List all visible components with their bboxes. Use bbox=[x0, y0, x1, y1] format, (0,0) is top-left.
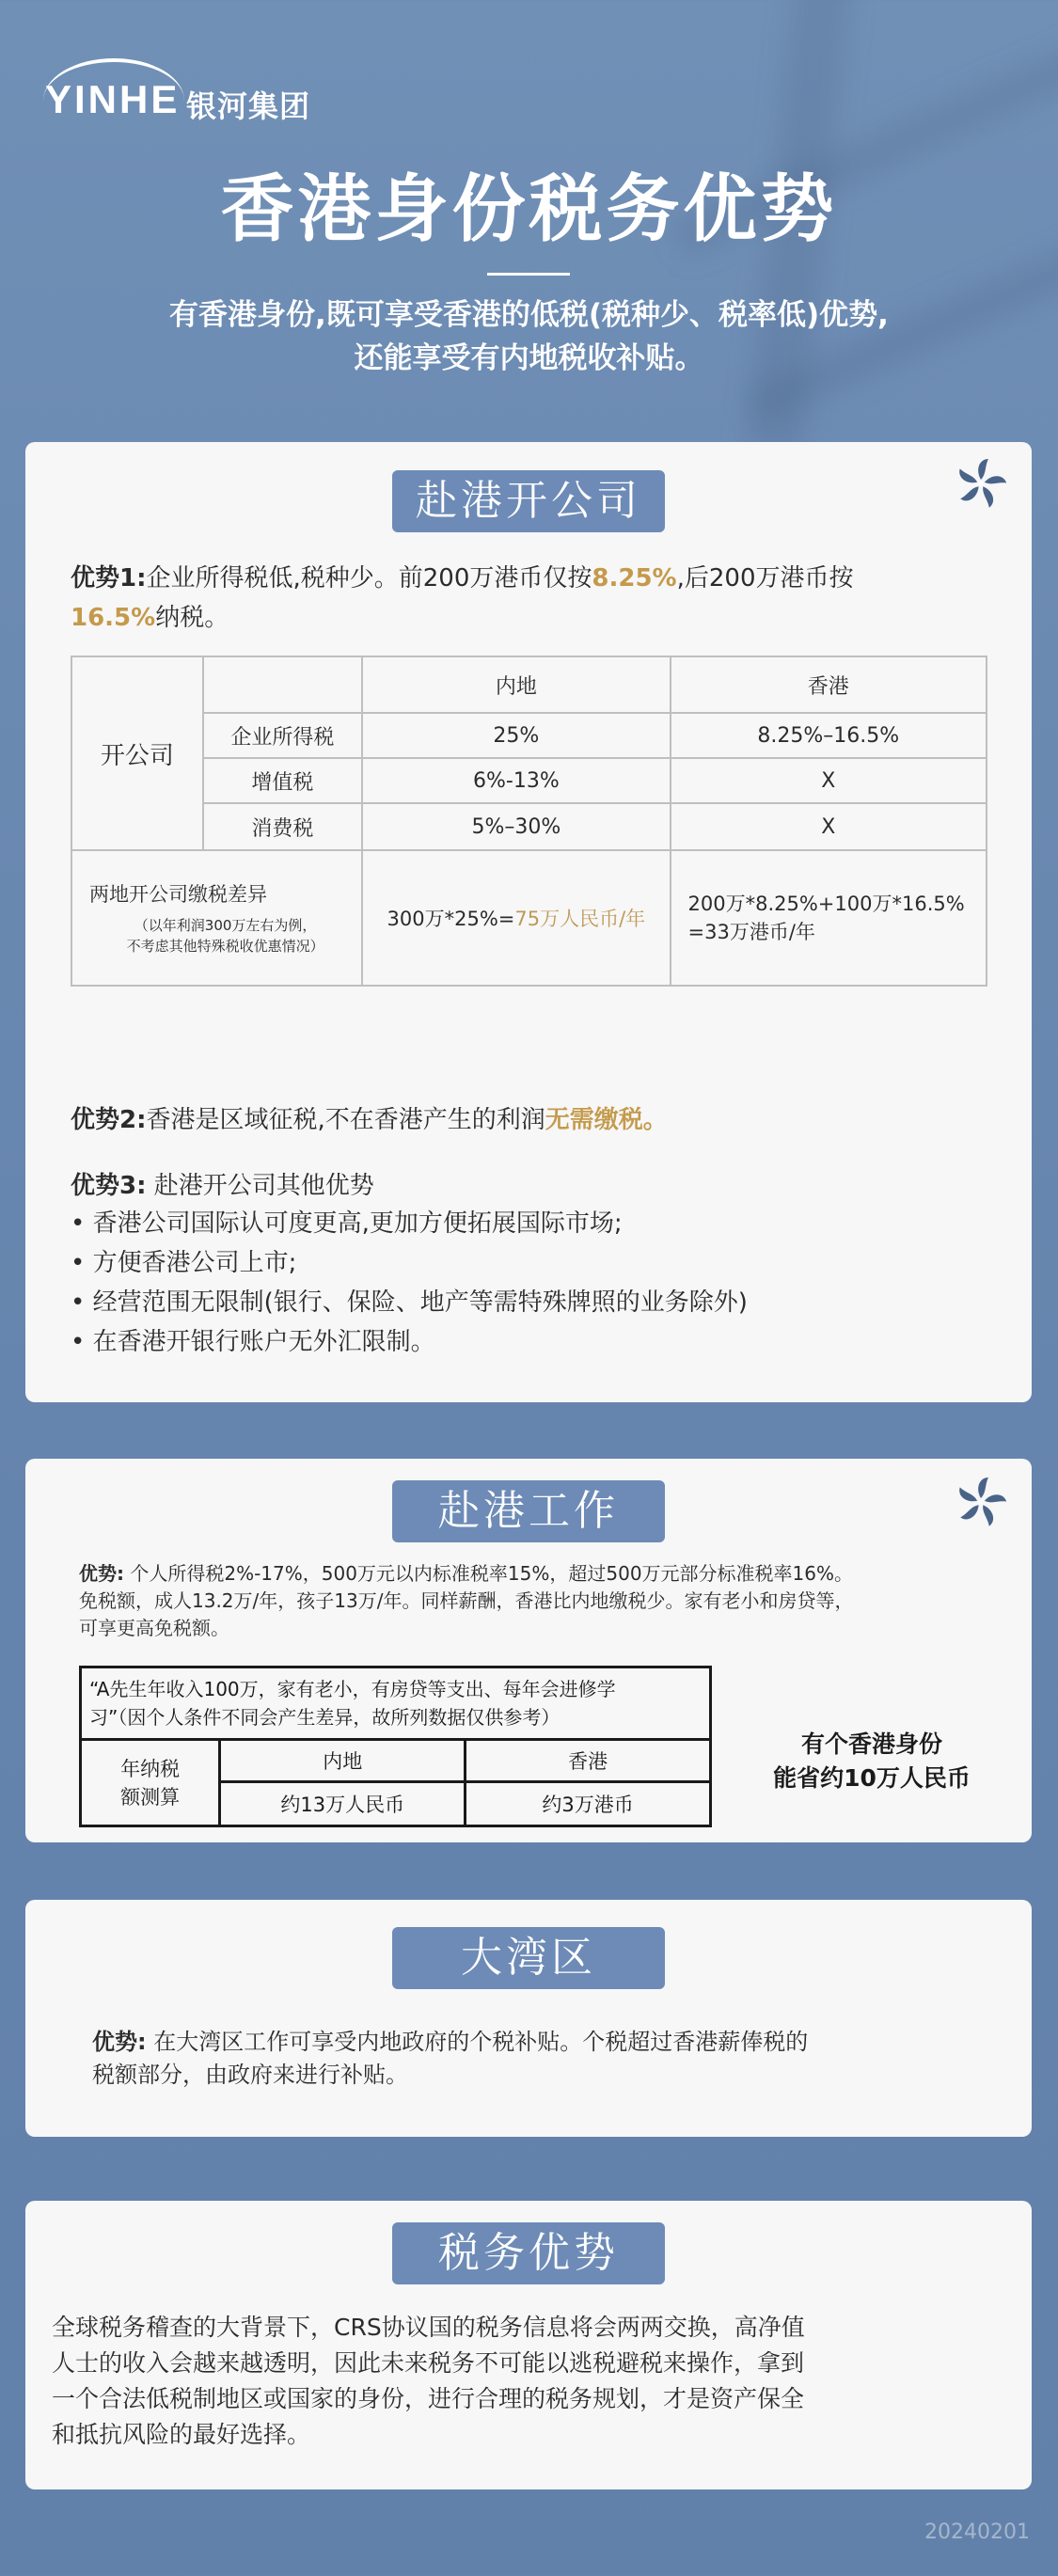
header-empty bbox=[203, 656, 363, 713]
advantage-3 bbox=[71, 1166, 374, 1206]
section-work bbox=[25, 1459, 1032, 1842]
list-item: • 香港公司国际认可度更高,更加方便拓展国际市场; bbox=[71, 1209, 623, 1238]
tax-body-line: 人士的收入会越来越透明，因此未来税务不可能以逃税避税来操作，拿到 bbox=[52, 2349, 805, 2377]
gba-advantage bbox=[92, 2026, 1023, 2092]
section-title-company: 赴港开公司 bbox=[392, 470, 665, 532]
advantage-2 bbox=[71, 1100, 668, 1140]
section-title-gba: 大湾区 bbox=[392, 1927, 665, 1989]
subtitle-line-1: 有香港身份,既可享受香港的低税(税种少、税率低)优势, bbox=[169, 298, 889, 332]
mainland-rate: 25% bbox=[362, 713, 670, 758]
hk-rate: X bbox=[671, 758, 987, 803]
list-item: • 在香港开银行账户无外汇限制。 bbox=[71, 1328, 435, 1356]
advantage-3-text: 赴港开公司其他优势 bbox=[146, 1172, 374, 1200]
mainland-rate: 5%–30% bbox=[362, 803, 670, 850]
highlight-rate-high: 16.5% bbox=[71, 604, 156, 632]
advantage-1-text-b: ,后200万港币按 bbox=[676, 564, 854, 593]
diff-hk-result: =33万港币/年 bbox=[687, 921, 815, 943]
conclusion-line-2: 能省约10万人民币 bbox=[773, 1764, 971, 1792]
section-greater-bay-area bbox=[25, 1900, 1032, 2137]
advantage-1-label: 优势1: bbox=[71, 564, 147, 593]
savings-conclusion bbox=[721, 1728, 1022, 1795]
work-advantage-label: 优势: bbox=[79, 1562, 124, 1585]
value-hk: 约3万港币 bbox=[466, 1782, 711, 1826]
diff-label: 两地开公司缴税差异 bbox=[89, 883, 267, 906]
row-label bbox=[81, 1740, 220, 1826]
mainland-rate: 6%-13% bbox=[362, 758, 670, 803]
list-item-text: 经营范围无限制(银行、保险、地产等需特殊牌照的业务除外) bbox=[92, 1288, 748, 1317]
advantage-1-text: 企业所得税低,税种少。前200万港币仅按 bbox=[146, 564, 592, 593]
table-row bbox=[71, 758, 987, 803]
header-hk: 香港 bbox=[466, 1740, 711, 1782]
tax-name: 企业所得税 bbox=[203, 713, 363, 758]
tax-body-line: 全球税务稽查的大背景下，CRS协议国的税务信息将会两两交换，高净值 bbox=[52, 2314, 805, 2341]
bauhinia-icon bbox=[953, 1474, 1009, 1530]
conclusion-line-1: 有个香港身份 bbox=[800, 1731, 942, 1758]
table-row bbox=[71, 713, 987, 758]
advantage-2-label: 优势2: bbox=[71, 1106, 147, 1134]
list-item-text: 在香港开银行账户无外汇限制。 bbox=[92, 1328, 435, 1356]
gba-advantage-label: 优势: bbox=[92, 2029, 147, 2055]
work-advantage bbox=[79, 1560, 1029, 1642]
hk-rate: X bbox=[671, 803, 987, 850]
diff-label-cell bbox=[71, 850, 362, 986]
advantage-3-label: 优势3: bbox=[71, 1172, 147, 1200]
advantage-1-text-c: 纳税。 bbox=[155, 604, 229, 632]
diff-mainland bbox=[362, 850, 670, 986]
page-subtitle bbox=[0, 293, 1058, 380]
row-group-label: 开公司 bbox=[71, 656, 203, 850]
example-caption bbox=[81, 1667, 711, 1740]
brand-logo bbox=[36, 49, 355, 124]
subtitle-line-2: 还能享受有内地税收补贴。 bbox=[354, 341, 704, 375]
work-advantage-text-1: 个人所得税2%-17%，500万元以内标准税率15%，超过500万元部分标准税率16%。 bbox=[124, 1562, 854, 1585]
advantage-2-text: 香港是区域征税,不在香港产生的利润 bbox=[146, 1106, 545, 1134]
section-company bbox=[25, 442, 1032, 1402]
highlight-no-tax: 无需缴税。 bbox=[545, 1106, 668, 1134]
table-row-diff bbox=[71, 850, 987, 986]
section-title-tax: 税务优势 bbox=[392, 2222, 665, 2284]
company-tax-table bbox=[71, 656, 987, 987]
diff-note-2: 不考虑其他特殊税收优惠情况） bbox=[126, 938, 324, 955]
page-title: 香港身份税务优势 bbox=[220, 166, 838, 252]
diff-mainland-result: 75万人民币/年 bbox=[514, 908, 646, 930]
list-item-text: 方便香港公司上市; bbox=[92, 1249, 297, 1277]
title-divider bbox=[487, 273, 570, 276]
value-mainland: 约13万人民币 bbox=[220, 1782, 466, 1826]
table-row bbox=[71, 803, 987, 850]
row-label-line-1: 年纳税 bbox=[120, 1757, 181, 1780]
highlight-rate-low: 8.25% bbox=[592, 564, 677, 593]
work-advantage-text-2: 免税额，成人13.2万/年，孩子13万/年。同样薪酬，香港比内地缴税少。家有老小和房贷等， bbox=[79, 1589, 854, 1612]
advantage-1 bbox=[71, 559, 1011, 638]
header-mainland: 内地 bbox=[362, 656, 670, 713]
footer-date: 20240201 bbox=[924, 2521, 1030, 2544]
gba-advantage-text-1: 在大湾区工作可享受内地政府的个税补贴。个税超过香港薪俸税的 bbox=[146, 2029, 809, 2055]
diff-hk-formula: 200万*8.25%+100万*16.5% bbox=[687, 893, 965, 915]
header-hk: 香港 bbox=[671, 656, 987, 713]
logo-chinese-text: 银河集团 bbox=[186, 88, 311, 124]
income-tax-example-table bbox=[79, 1666, 712, 1827]
tax-name: 增值税 bbox=[203, 758, 363, 803]
bauhinia-icon bbox=[953, 455, 1009, 512]
logo-latin-text: YINHE bbox=[45, 77, 181, 121]
diff-note-1: （以年利润300万左右为例， bbox=[134, 917, 317, 934]
tax-body-line: 和抵抗风险的最好选择。 bbox=[52, 2421, 311, 2448]
diff-hk bbox=[671, 850, 987, 986]
header-mainland: 内地 bbox=[220, 1740, 466, 1782]
hk-rate: 8.25%–16.5% bbox=[671, 713, 987, 758]
advantage-3-list bbox=[71, 1204, 1011, 1362]
tax-body-line: 一个合法低税制地区或国家的身份，进行合理的税务规划，才是资产保全 bbox=[52, 2385, 805, 2412]
diff-mainland-formula: 300万*25%= bbox=[387, 908, 515, 930]
row-label-line-2: 额测算 bbox=[120, 1785, 181, 1809]
work-advantage-text-3: 可享更高免税额。 bbox=[79, 1617, 229, 1639]
section-tax-advantage bbox=[25, 2201, 1032, 2489]
tax-advantage-body bbox=[52, 2310, 1011, 2453]
tax-name: 消费税 bbox=[203, 803, 363, 850]
gba-advantage-text-2: 税额部分，由政府来进行补贴。 bbox=[92, 2062, 408, 2088]
list-item-text: 香港公司国际认可度更高,更加方便拓展国际市场; bbox=[92, 1209, 623, 1238]
list-item: • 经营范围无限制(银行、保险、地产等需特殊牌照的业务除外) bbox=[71, 1288, 748, 1317]
list-item: • 方便香港公司上市; bbox=[71, 1249, 297, 1277]
section-title-work: 赴港工作 bbox=[392, 1480, 665, 1542]
example-caption-line-2: 习”（因个人条件不同会产生差异，故所列数据仅供参考） bbox=[89, 1706, 561, 1729]
example-caption-line-1: “A先生年收入100万，家有老小，有房贷等支出、每年会进修学 bbox=[89, 1678, 616, 1700]
